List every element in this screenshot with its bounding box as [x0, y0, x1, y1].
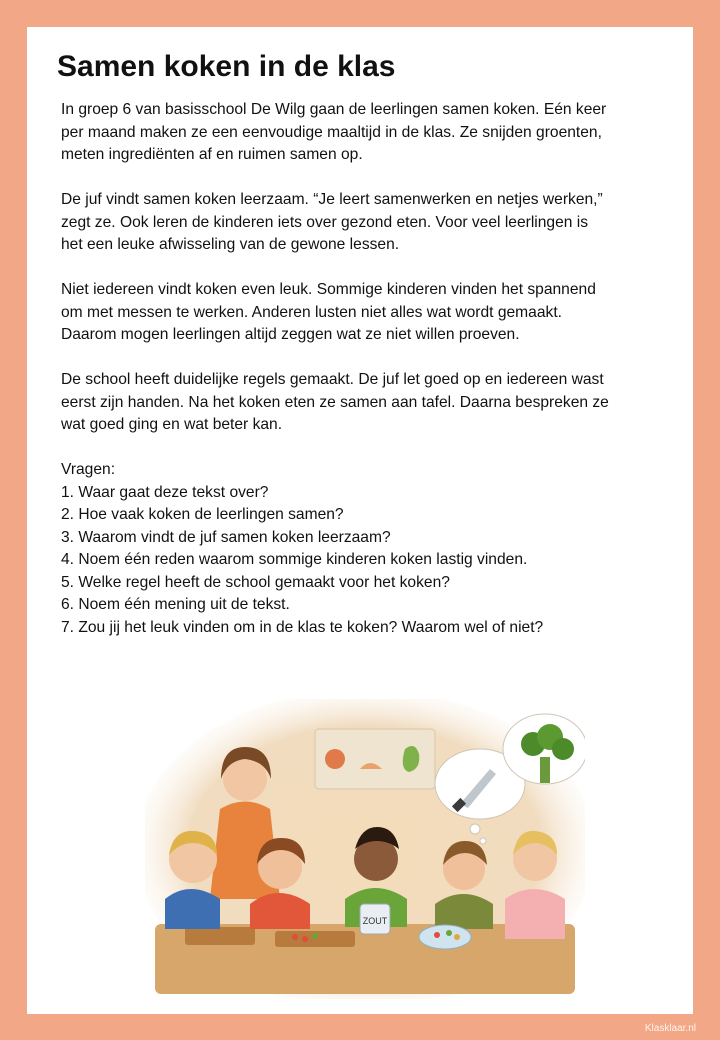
text-line: Daarom mogen leerlingen altijd zeggen wat ze niet willen proeven. [61, 326, 520, 343]
tomato-poster-icon [325, 749, 345, 769]
question-item: 2. Hoe vaak koken de leerlingen samen? [61, 506, 344, 523]
cutting-board [185, 927, 255, 945]
text-line: In groep 6 van basisschool De Wilg gaan de leerlingen samen koken. Eén keer [61, 101, 607, 118]
text-line: Niet iedereen vindt koken even leuk. Sommige kinderen vinden het spannend [61, 281, 596, 298]
text-line: eerst zijn handen. Na het koken eten ze samen aan tafel. Daarna bespreken ze [61, 393, 609, 411]
text-line: om met messen te werken. Anderen lusten niet alles wat wordt gemaakt. [61, 303, 562, 321]
questions-list [61, 459, 671, 639]
paragraph-4 [61, 369, 671, 437]
question-item: 7. Zou jij het leuk vinden om in de klas te koken? Waarom wel of niet? [61, 618, 544, 636]
paragraph-1 [61, 99, 671, 167]
paragraph-2 [61, 189, 671, 257]
text-line: meten ingrediënten af en ruimen samen op. [61, 146, 363, 163]
paragraph-3 [61, 279, 671, 347]
question-item: 4. Noem één reden waarom sommige kinderen koken lastig vinden. [61, 551, 528, 568]
salad-bowl [419, 925, 471, 949]
text-line: wat goed ging en wat beter kan. [61, 416, 283, 433]
question-item: 1. Waar gaat deze tekst over? [61, 483, 269, 501]
question-item: 6. Noem één mening uit de tekst. [61, 596, 290, 613]
question-item: 5. Welke regel heeft de school gemaakt voor het koken? [61, 573, 450, 591]
text-line: zegt ze. Ook leren de kinderen iets over gezond eten. Voor veel leerlingen is [61, 213, 589, 231]
text-line: per maand maken ze een eenvoudige maaltijd in de klas. Ze snijden groenten, [61, 123, 602, 141]
text-line: het een leuke afwisseling van de gewone lessen. [61, 236, 400, 253]
credit-text: Klasklaar.nl [644, 1023, 696, 1034]
worksheet-page [27, 27, 693, 1014]
text-line: De school heeft duidelijke regels gemaakt. De juf let goed op en iedereen wast [61, 371, 604, 388]
article-body [61, 99, 671, 639]
page-title: Samen koken in de klas [57, 50, 396, 83]
salt-jar-label: ZOUT [362, 916, 388, 926]
questions-heading: Vragen: [61, 461, 116, 478]
question-item: 3. Waarom vindt de juf samen koken leerzaam? [61, 528, 391, 546]
text-line: De juf vindt samen koken leerzaam. “Je leert samenwerken en netjes werken,” [61, 191, 603, 208]
cooking-class-illustration [145, 699, 585, 999]
